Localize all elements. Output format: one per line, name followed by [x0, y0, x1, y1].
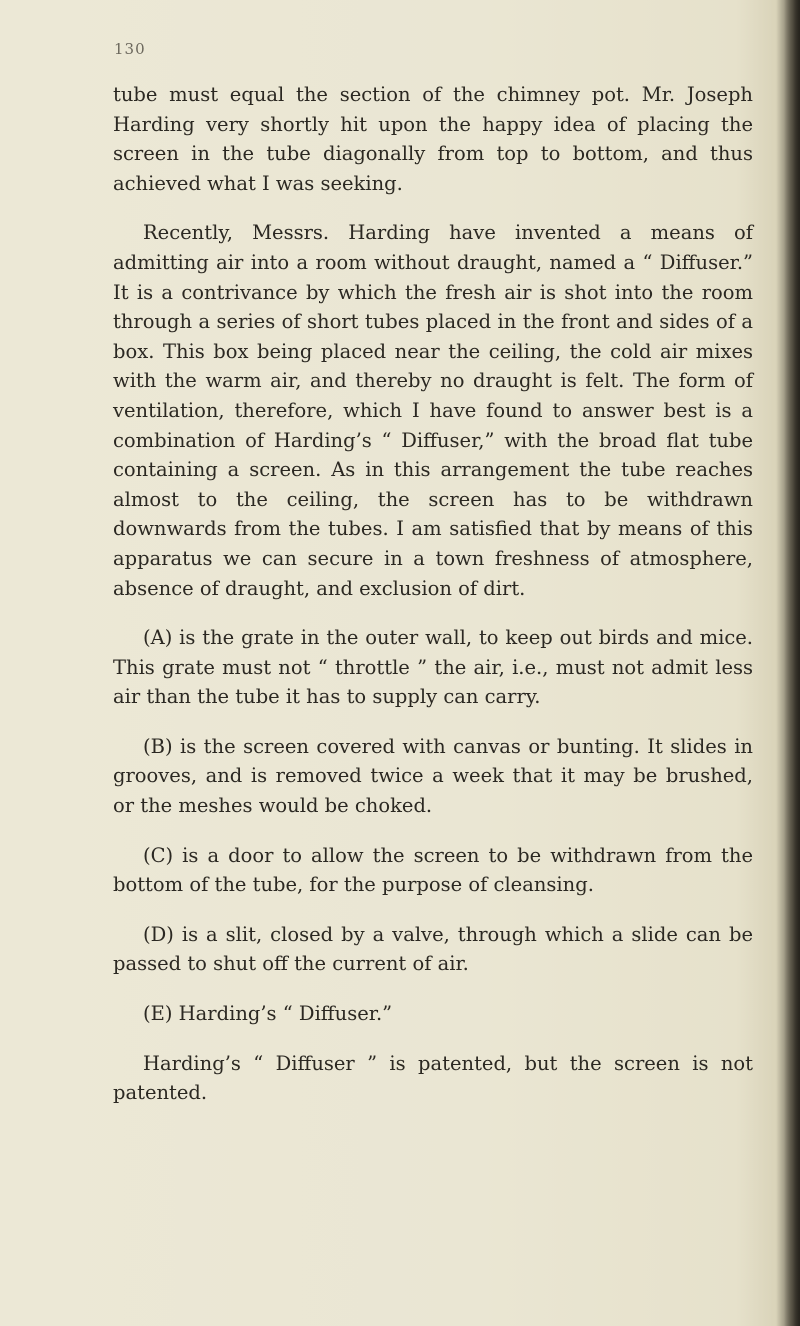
paragraph-patent-note: Harding’s “ Diffuser ” is patented, but the screen is not patented.	[113, 1051, 753, 1105]
paragraph-diffuser-description: Recently, Messrs. Harding have invented a means of admitting air into a room without draught, named a “ Diffuser.” It is a contrivance by which the fresh air is shot into the room through a series of short tubes placed in the front and sides of a box. This box being placed near the ceiling, the cold air mixes with the warm air, and thereby no draught is felt. The form of ventilation, therefore, which I have found to answer best is a combination of Harding’s “ Diffuser,” with the broad flat tube containing a screen. As in this arrangement the tube reaches almost to the ceiling, the screen has to be withdrawn downwards from the tubes. I am satisfied that by means of this apparatus we can secure in a town freshness of atmosphere, absence of draught, and exclusion of dirt.	[113, 221, 753, 600]
page-binding-shadow	[784, 0, 800, 1326]
paragraph-item-a-grate: (A) is the grate in the outer wall, to keep out birds and mice. This grate must not “ throttle ” the air, i.e., must not admit less air than the tube it has to supply can carry.	[113, 626, 753, 709]
paragraph-item-c-door: (C) is a door to allow the screen to be withdrawn from the bottom of the tube, for the purpose of cleansing.	[113, 843, 753, 897]
page-number: 130	[114, 40, 146, 58]
paragraph-item-d-slit: (D) is a slit, closed by a valve, through which a slide can be passed to shut off the current of air.	[113, 922, 753, 976]
paragraph-item-e-diffuser: (E) Harding’s “ Diffuser.”	[143, 1002, 393, 1026]
paragraph-continuation: tube must equal the section of the chimney pot. Mr. Joseph Harding very shortly hit upon the happy idea of placing the screen in the tube diagonally from top to bottom, and thus achieved what I was seeking.	[113, 83, 753, 195]
page-body	[113, 80, 753, 1128]
paragraph-item-b-screen: (B) is the screen covered with canvas or bunting. It slides in grooves, and is removed twice a week that it may be brushed, or the meshes would be choked.	[113, 734, 753, 818]
